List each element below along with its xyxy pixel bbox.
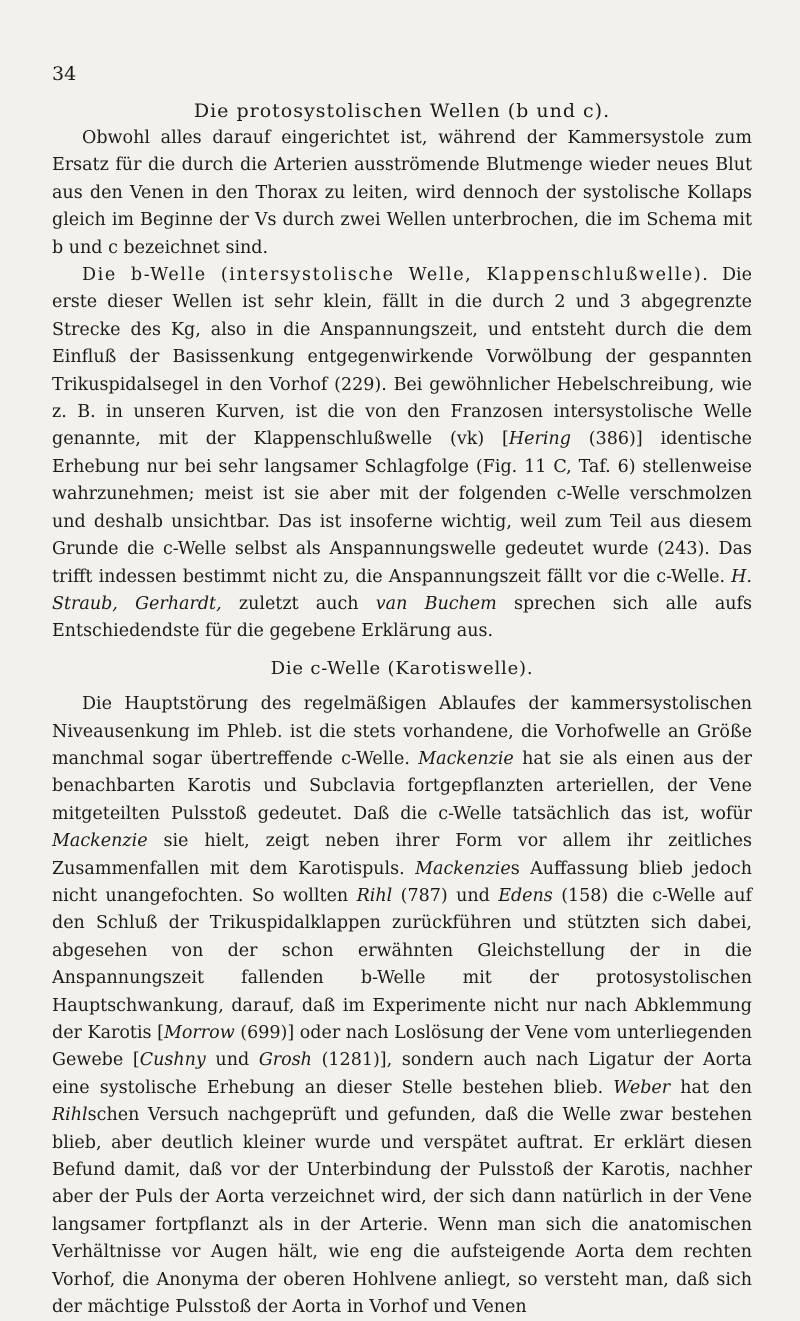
- subsection-heading: Die c-Welle (Karotiswelle).: [270, 657, 534, 679]
- paragraph-intro: Obwohl alles darauf eingerichtet ist, während der Kammersystole zum Ersatz für die durch die Arterien ausströmende Blutmenge wieder neues Blut aus den Venen in den Thorax zu leiten, wird dennoch der systolische Kollaps gleich im Beginne der Vs durch zwei Wellen unterbrochen, die im Schema mit b und c bezeichnet sind.: [52, 128, 752, 258]
- citation-name: Morrow: [163, 1023, 235, 1043]
- citation-name: Hering: [508, 429, 571, 450]
- citation-name: Mackenzie: [418, 748, 514, 769]
- citation-name: Mackenzie: [52, 831, 148, 852]
- b-wave-lead: Die b-Welle (intersystolische Welle, Klappenschlußwelle).: [82, 265, 710, 286]
- citation-name: Edens: [498, 885, 553, 906]
- citation-name: Grosh: [258, 1050, 312, 1071]
- citation-name: van Buchem: [375, 593, 497, 614]
- section-heading: Die protosystolischen Wellen (b und c).: [193, 100, 611, 122]
- citation-name: Mackenzie: [415, 858, 511, 879]
- citation-name: H. Straub, Gerhardt,: [52, 566, 752, 614]
- paragraph-c-wave: Die Hauptstörung des regelmäßigen Ablaufes der kammersystolischen Niveausenkung im Phleb. ist die stets vorhandene, die Vorhofwelle an Größe manchmal sogar übertreffende c-Welle. Mackenzie hat sie als einen aus der benachbarten Karotis und Subclavia fortgepflanzten arteriellen, der Vene mitgeteilten Pulsstoß gedeutet. Daß die c-Welle tatsächlich das ist, wofür Mackenzie sie hielt, zeigt neben ihrer Form vor allem ihr zeitliches Zusammenfallen mit dem Karotispuls. Mackenzies Auffassung blieb jedoch nicht unangefochten. So wollten Rihl (787) und Edens (158) die c-Welle auf den Schluß der Trikuspidalklappen zurückführen und stützten sich dabei, abgesehen von der schon erwähnten Gleichstellung der in die Anspannungszeit fallenden b-Welle mit der protosystolischen Hauptschwankung, darauf, daß im Experimente nicht nur nach Abklemmung der Karotis [Morrow (699)] oder nach Loslösung der Vene vom unterliegenden Gewebe [Cushny und Grosh (1281)], sondern auch nach Ligatur der Aorta eine systolische Erhebung an dieser Stelle bestehen blieb. Weber hat den Rihlschen Versuch nachgeprüft und gefunden, daß die Welle zwar bestehen blieb, aber deutlich kleiner wurde und verspätet auftrat. Er erklärt diesen Befund damit, daß vor der Unterbindung der Pulsstoß der Karotis, nachher aber der Puls der Aorta verzeichnet wird, der sich dann natürlich in der Vene langsamer fortpflanzt als in der Arterie. Wenn man sich die anatomischen Verhältnisse vor Augen hält, wie eng die aufsteigende Aorta dem rechten Vorhof, die Anonyma der oberen Hohlvene anliegt, so versteht man, daß sich der mächtige Pulsstoß der Aorta in Vorhof und Venen: [52, 694, 752, 1318]
- citation-name: Cushny: [139, 1050, 206, 1071]
- paragraph-b-wave: Die b-Welle (intersystolische Welle, Klappenschlußwelle). Die erste dieser Wellen ist sehr klein, fällt in die durch 2 und 3 abgegrenzte Strecke des Kg, also in die Anspannungszeit, und entsteht durch die dem Einfluß der Basissenkung entgegenwirkende Vorwölbung der gespannten Trikuspidalsegel in den Vorhof (229). Bei gewöhnlicher Hebelschreibung, wie z. B. in unseren Kurven, ist die von den Franzosen intersystolische Welle genannte, mit der Klappenschlußwelle (vk) [Hering (386)] identische Erhebung nur bei sehr langsamer Schlagfolge (Fig. 11 C, Taf. 6) stellenweise wahrzunehmen; meist ist sie aber mit der folgenden c-Welle verschmolzen und deshalb unsichtbar. Das ist insoferne wichtig, weil zum Teil aus diesem Grunde die c-Welle selbst als Anspannungswelle gedeutet wurde (243). Das trifft indessen bestimmt nicht zu, die Anspannungszeit fällt vor die c-Welle. H. Straub, Gerhardt, zuletzt auch van Buchem sprechen sich alle aufs Entschiedendste für die gegebene Erklärung aus.: [52, 265, 752, 642]
- citation-name: Rihl: [356, 885, 393, 906]
- page-number: 34: [52, 63, 77, 85]
- citation-name: Weber: [613, 1077, 671, 1098]
- citation-name: Rihl: [52, 1105, 88, 1126]
